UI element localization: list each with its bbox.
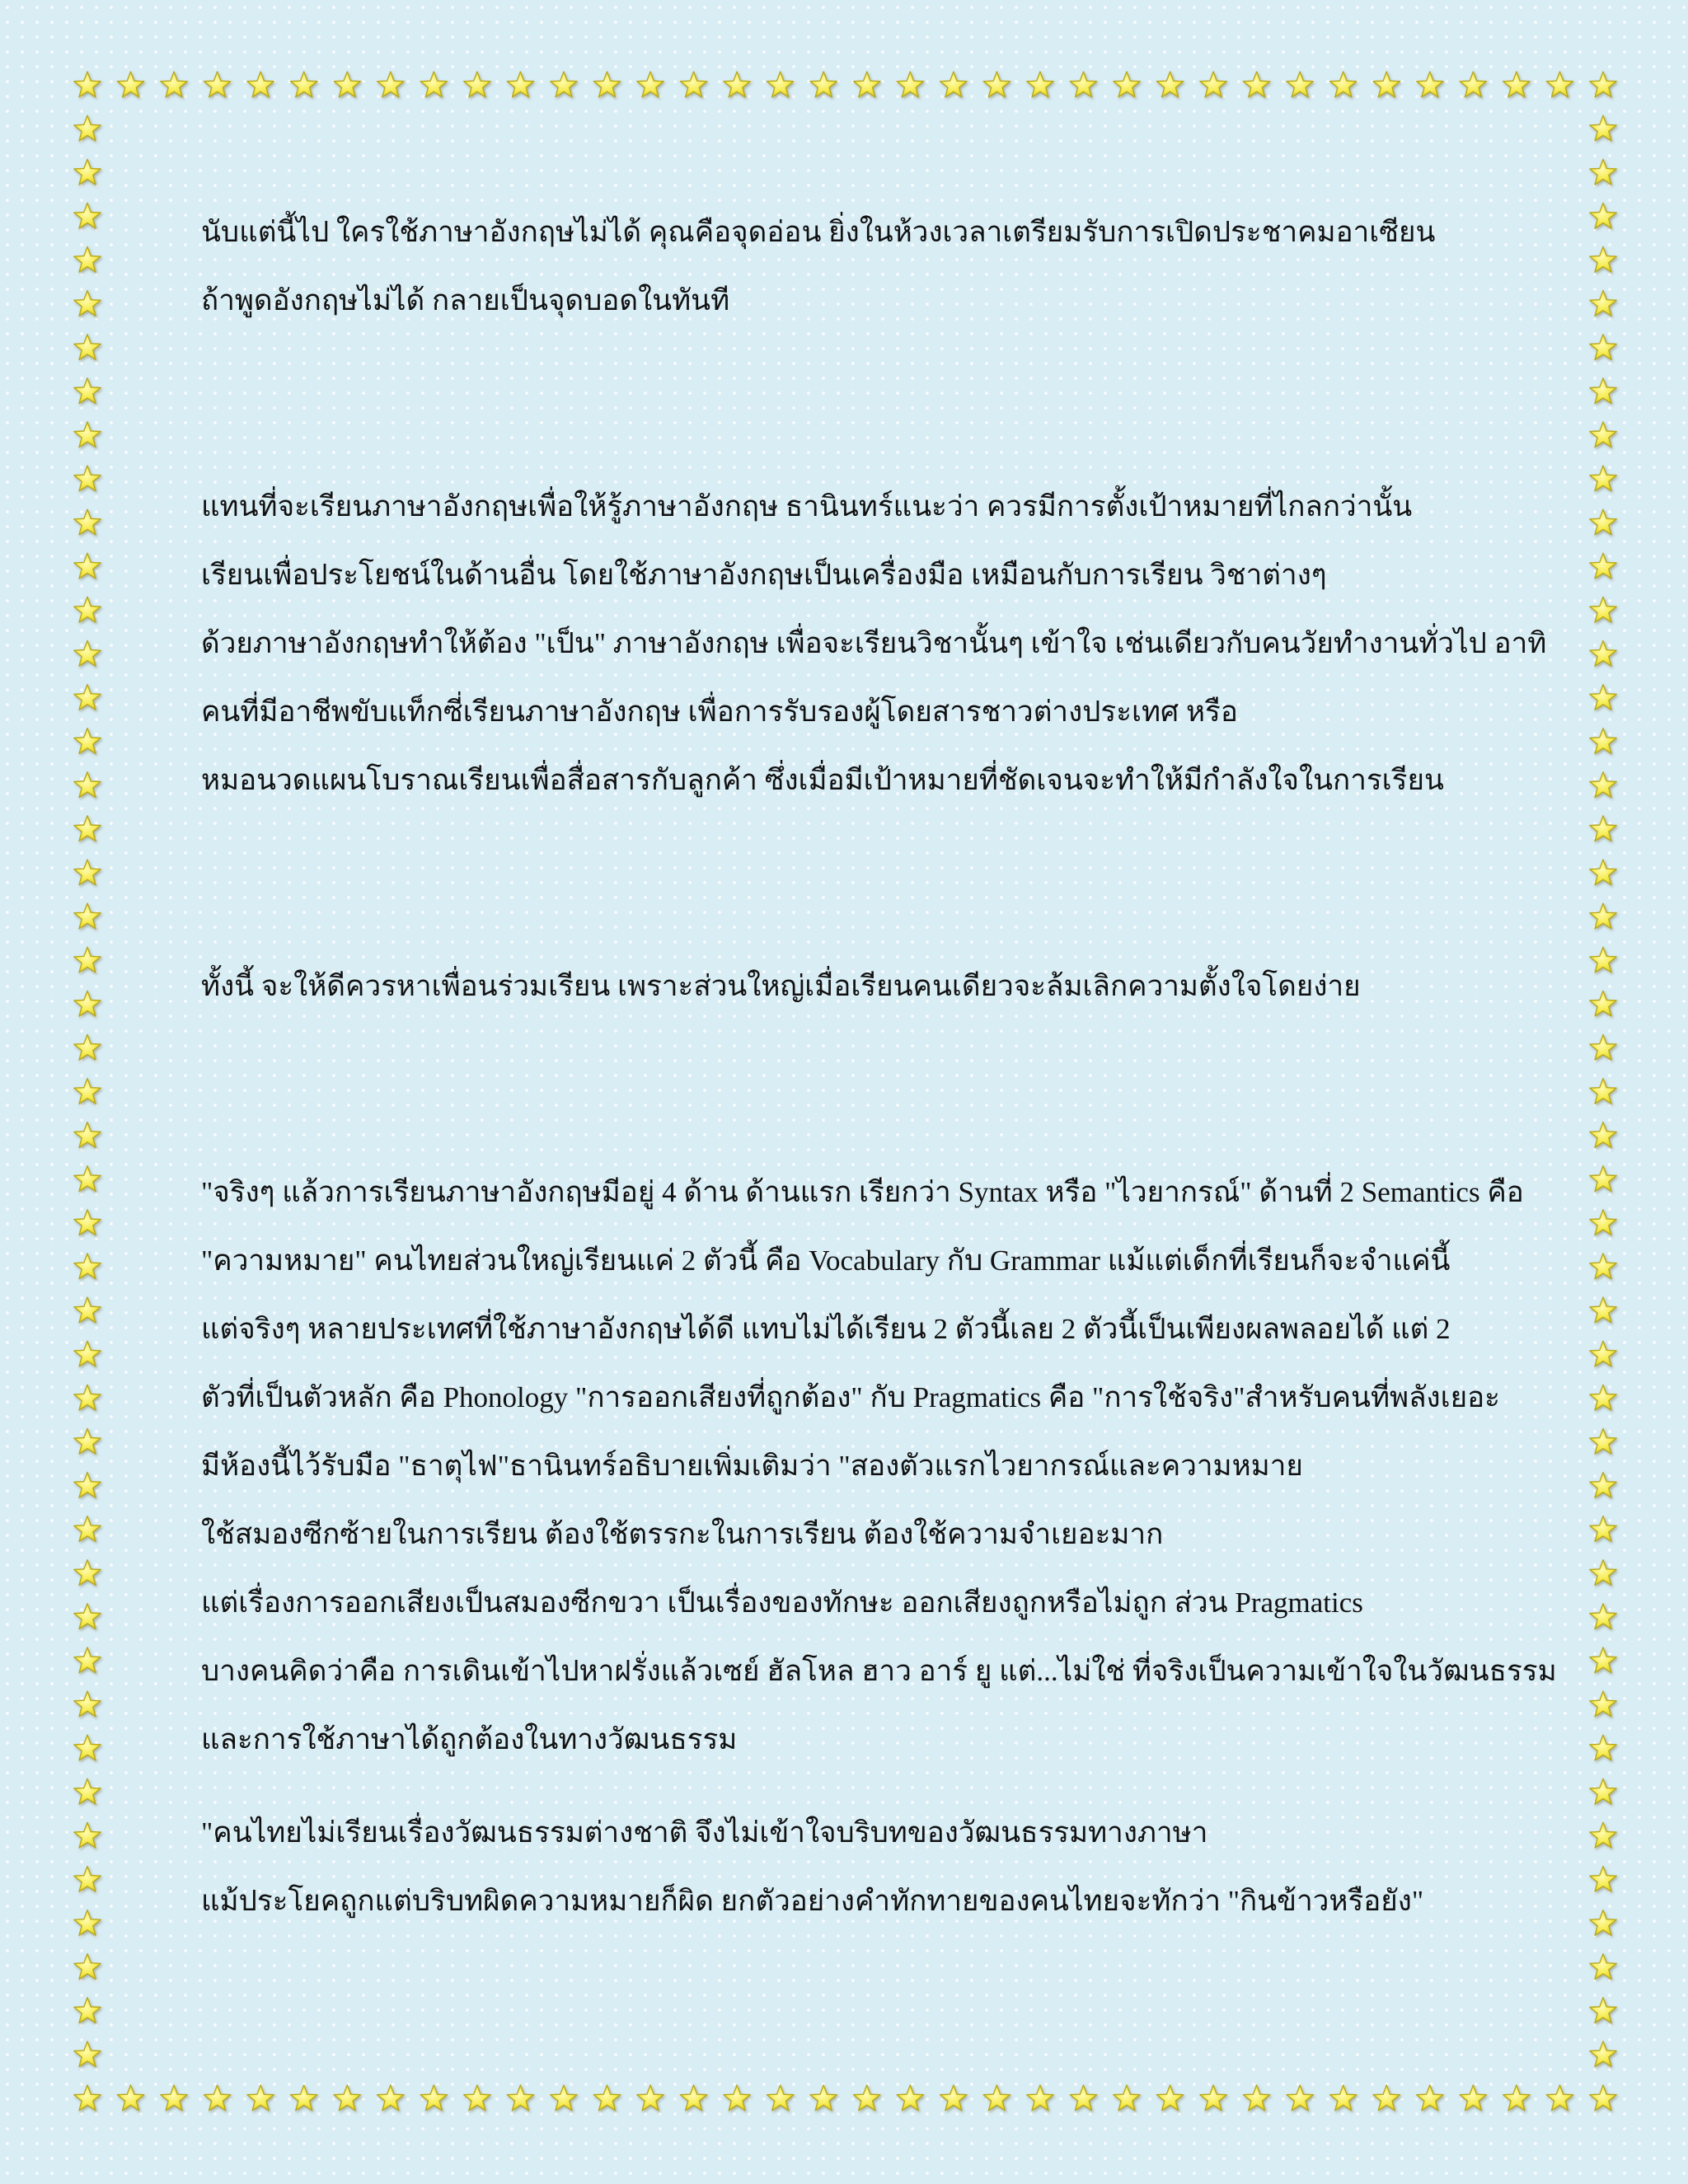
star-icon xyxy=(1590,1385,1616,1410)
star-icon xyxy=(74,1034,101,1060)
text-line: มีห้องนี้ไว้รับมือ "ธาตุไฟ"ธานินทร์อธิบายเพิ่มเติมว่า "สองตัวแรกไวยากรณ์และความหมาย xyxy=(201,1450,1303,1482)
star-icon xyxy=(334,72,360,97)
star-icon xyxy=(420,2085,447,2111)
star-icon xyxy=(74,1166,101,1192)
star-icon xyxy=(1590,72,1616,97)
star-icon xyxy=(1330,72,1357,97)
star-icon xyxy=(1590,1735,1616,1760)
star-icon xyxy=(507,72,533,97)
star-icon xyxy=(161,2085,187,2111)
star-icon xyxy=(1590,1341,1616,1366)
star-icon xyxy=(74,72,101,97)
star-icon xyxy=(507,2085,533,2111)
star-icon xyxy=(117,2085,143,2111)
star-icon xyxy=(551,72,577,97)
star-icon xyxy=(1546,72,1573,97)
star-icon xyxy=(74,947,101,972)
star-icon xyxy=(680,72,706,97)
star-icon xyxy=(1590,1910,1616,1936)
star-icon xyxy=(74,1822,101,1848)
star-icon xyxy=(1590,991,1616,1016)
paragraph-study-partner xyxy=(201,952,1520,1020)
star-icon xyxy=(74,1954,101,1980)
star-icon xyxy=(1590,1822,1616,1848)
star-icon xyxy=(74,1779,101,1804)
star-icon xyxy=(1590,597,1616,622)
star-icon xyxy=(897,72,923,97)
star-icon xyxy=(1156,2085,1183,2111)
star-icon xyxy=(1590,860,1616,885)
star-icon xyxy=(1590,1604,1616,1629)
star-icon xyxy=(1590,1297,1616,1323)
star-icon xyxy=(1330,2085,1357,2111)
star-icon xyxy=(74,1604,101,1629)
star-icon xyxy=(74,1254,101,1279)
text-line: นับแต่นี้ไป ใครใช้ภาษาอังกฤษไม่ได้ คุณคือจุดอ่อน ยิ่งในห้วงเวลาเตรียมรับการเปิดประชาคมอาเซียน xyxy=(201,216,1436,248)
text-line: ทั้งนี้ จะให้ดีควรหาเพื่อนร่วมเรียน เพราะส่วนใหญ่เมื่อเรียนคนเดียวจะล้มเลิกความตั้งใจโดยง่าย xyxy=(201,970,1361,1002)
star-icon xyxy=(74,729,101,754)
star-icon xyxy=(1590,466,1616,491)
star-icon xyxy=(1027,2085,1053,2111)
text-line: "จริงๆ แล้วการเรียนภาษาอังกฤษมีอยู่ 4 ด้าน ด้านแรก เรียกว่า Syntax หรือ "ไวยากรณ์" ด้านที่ 2 Semantics คือ xyxy=(201,1176,1524,1208)
star-icon xyxy=(1590,422,1616,448)
star-icon xyxy=(1287,72,1313,97)
paragraph-four-aspects xyxy=(201,1158,1557,1774)
star-icon xyxy=(1590,1998,1616,2023)
star-icon xyxy=(1590,1034,1616,1060)
text-line: ตัวที่เป็นตัวหลัก คือ Phonology "การออกเสียงที่ถูกต้อง" กับ Pragmatics คือ "การใช้จริง"สำหรับคนที่พลังเยอะ xyxy=(201,1381,1500,1413)
paragraph-culture xyxy=(201,1798,1520,1935)
article-body xyxy=(201,198,1557,1935)
star-icon xyxy=(1114,2085,1140,2111)
star-icon xyxy=(1417,72,1443,97)
star-icon xyxy=(247,72,274,97)
star-icon xyxy=(1590,1779,1616,1804)
text-line: "คนไทยไม่เรียนเรื่องวัฒนธรรมต่างชาติ จึงไม่เข้าใจบริบทของวัฒนธรรมทางภาษา xyxy=(201,1816,1208,1849)
star-icon xyxy=(74,1735,101,1760)
star-icon xyxy=(1460,2085,1486,2111)
star-icon xyxy=(377,72,404,97)
star-icon xyxy=(1590,246,1616,272)
star-icon xyxy=(74,115,101,141)
star-icon xyxy=(74,685,101,710)
star-icon xyxy=(1114,72,1140,97)
star-icon xyxy=(637,72,663,97)
star-icon xyxy=(1503,72,1530,97)
star-icon xyxy=(1590,1210,1616,1235)
text-line: ถ้าพูดอังกฤษไม่ได้ กลายเป็นจุดบอดในทันที xyxy=(201,284,730,316)
star-icon xyxy=(74,159,101,185)
star-icon xyxy=(74,772,101,798)
star-icon xyxy=(593,72,620,97)
spacer xyxy=(201,814,1520,952)
star-icon xyxy=(1590,903,1616,929)
star-icon xyxy=(420,72,447,97)
star-icon xyxy=(1590,291,1616,316)
star-icon xyxy=(1460,72,1486,97)
star-icon xyxy=(1590,1428,1616,1454)
star-icon xyxy=(940,2085,967,2111)
star-icon xyxy=(1244,72,1270,97)
star-icon xyxy=(464,2085,490,2111)
star-icon xyxy=(74,1428,101,1454)
text-line: บางคนคิดว่าคือ การเดินเข้าไปหาฝรั่งแล้วเซย์ ฮัลโหล ฮาว อาร์ ยู แต่...ไม่ใช่ ที่จริงเป็นความเข้าใจในวัฒนธรรม xyxy=(201,1655,1557,1687)
star-icon xyxy=(74,860,101,885)
star-icon xyxy=(74,1647,101,1673)
star-icon xyxy=(724,2085,750,2111)
star-icon xyxy=(724,72,750,97)
star-icon xyxy=(291,72,317,97)
star-icon xyxy=(74,1867,101,1892)
star-icon xyxy=(1590,1254,1616,1279)
star-icon xyxy=(1373,2085,1400,2111)
star-icon xyxy=(1590,640,1616,666)
star-icon xyxy=(74,553,101,579)
star-icon xyxy=(1546,2085,1573,2111)
spacer xyxy=(201,1774,1520,1798)
star-icon xyxy=(204,72,231,97)
star-icon xyxy=(1070,72,1096,97)
star-icon xyxy=(1590,947,1616,972)
star-icon xyxy=(637,2085,663,2111)
text-line: ใช้สมองซีกซ้ายในการเรียน ต้องใช้ตรรกะในการเรียน ต้องใช้ความจำเยอะมาก xyxy=(201,1518,1164,1550)
star-icon xyxy=(74,1560,101,1586)
text-line: และการใช้ภาษาได้ถูกต้องในทางวัฒนธรรม xyxy=(201,1723,738,1755)
star-icon xyxy=(1590,1954,1616,1980)
star-icon xyxy=(1590,2041,1616,2067)
spacer xyxy=(201,1020,1520,1158)
text-line: คนที่มีอาชีพขับแท็กซี่เรียนภาษาอังกฤษ เพื่อการรับรองผู้โดยสารชาวต่างประเทศ หรือ xyxy=(201,696,1238,728)
paragraph-intro xyxy=(201,198,1520,335)
star-icon xyxy=(74,1998,101,2023)
star-icon xyxy=(291,2085,317,2111)
star-icon xyxy=(117,72,143,97)
star-icon xyxy=(1590,1122,1616,1148)
star-icon xyxy=(74,2085,101,2111)
star-icon xyxy=(1373,72,1400,97)
star-icon xyxy=(377,2085,404,2111)
star-icon xyxy=(74,1079,101,1104)
star-icon xyxy=(854,72,880,97)
star-icon xyxy=(74,1473,101,1498)
star-icon xyxy=(1590,1079,1616,1104)
star-icon xyxy=(1417,2085,1443,2111)
star-icon xyxy=(74,1341,101,1366)
star-icon xyxy=(74,378,101,404)
star-icon xyxy=(1200,72,1226,97)
star-icon xyxy=(74,597,101,622)
star-icon xyxy=(1070,2085,1096,2111)
star-icon xyxy=(74,246,101,272)
star-icon xyxy=(897,2085,923,2111)
star-icon xyxy=(767,2085,794,2111)
star-icon xyxy=(1027,72,1053,97)
star-icon xyxy=(854,2085,880,2111)
star-icon xyxy=(161,72,187,97)
star-icon xyxy=(1590,553,1616,579)
star-icon xyxy=(74,466,101,491)
star-icon xyxy=(1200,2085,1226,2111)
star-icon xyxy=(1590,1560,1616,1586)
star-icon xyxy=(680,2085,706,2111)
star-icon xyxy=(74,509,101,535)
star-icon xyxy=(74,2041,101,2067)
star-icon xyxy=(74,422,101,448)
star-icon xyxy=(1590,203,1616,228)
star-icon xyxy=(74,1122,101,1148)
star-icon xyxy=(74,1516,101,1542)
star-icon xyxy=(1590,159,1616,185)
star-icon xyxy=(767,72,794,97)
star-icon xyxy=(1590,816,1616,841)
star-icon xyxy=(74,1385,101,1410)
star-icon xyxy=(1590,2085,1616,2111)
star-icon xyxy=(1590,1473,1616,1498)
star-icon xyxy=(1590,115,1616,141)
paragraph-purpose xyxy=(201,472,1547,814)
star-icon xyxy=(551,2085,577,2111)
spacer xyxy=(201,335,1520,472)
star-icon xyxy=(1590,1691,1616,1717)
star-icon xyxy=(204,2085,231,2111)
star-icon xyxy=(983,2085,1010,2111)
text-line: แม้ประโยคถูกแต่บริบทผิดความหมายก็ผิด ยกตัวอย่างคำทักทายของคนไทยจะทักว่า "กินข้าวหรือยัง" xyxy=(201,1885,1424,1917)
star-icon xyxy=(1590,1166,1616,1192)
star-icon xyxy=(74,903,101,929)
star-icon xyxy=(1590,1647,1616,1673)
star-icon xyxy=(1287,2085,1313,2111)
star-icon xyxy=(464,72,490,97)
star-icon xyxy=(1590,685,1616,710)
star-icon xyxy=(983,72,1010,97)
star-icon xyxy=(1590,1516,1616,1542)
star-icon xyxy=(334,2085,360,2111)
star-icon xyxy=(1590,772,1616,798)
text-line: หมอนวดแผนโบราณเรียนเพื่อสื่อสารกับลูกค้า ซึ่งเมื่อมีเป้าหมายที่ชัดเจนจะทำให้มีกำลังใจในการเรียน xyxy=(201,764,1444,796)
text-line: "ความหมาย" คนไทยส่วนใหญ่เรียนแค่ 2 ตัวนี้ คือ Vocabulary กับ Grammar แม้แต่เด็กที่เรียนก็จะจำแค่นี้ xyxy=(201,1244,1451,1277)
text-line: ด้วยภาษาอังกฤษทำให้ต้อง "เป็น" ภาษาอังกฤษ เพื่อจะเรียนวิชานั้นๆ เข้าใจ เช่นเดียวกับคนวัยทำงานทั่วไป อาทิ xyxy=(201,627,1547,659)
star-icon xyxy=(74,816,101,841)
text-line: แทนที่จะเรียนภาษาอังกฤษเพื่อให้รู้ภาษาอังกฤษ ธานินทร์แนะว่า ควรมีการตั้งเป้าหมายที่ไกลกว่านั้น xyxy=(201,490,1413,523)
star-icon xyxy=(74,291,101,316)
text-line: แต่เรื่องการออกเสียงเป็นสมองซีกขวา เป็นเรื่องของทักษะ ออกเสียงถูกหรือไม่ถูก ส่วน Pragmatics xyxy=(201,1586,1363,1619)
star-icon xyxy=(1590,509,1616,535)
text-line: เรียนเพื่อประโยชน์ในด้านอื่น โดยใช้ภาษาอังกฤษเป็นเครื่องมือ เหมือนกับการเรียน วิชาต่างๆ xyxy=(201,559,1327,591)
star-icon xyxy=(74,640,101,666)
star-icon xyxy=(247,2085,274,2111)
star-icon xyxy=(74,203,101,228)
star-icon xyxy=(74,1910,101,1936)
star-icon xyxy=(74,1210,101,1235)
star-icon xyxy=(74,335,101,360)
star-icon xyxy=(593,2085,620,2111)
star-icon xyxy=(1590,335,1616,360)
text-line: แต่จริงๆ หลายประเทศที่ใช้ภาษาอังกฤษได้ดี แทบไม่ได้เรียน 2 ตัวนี้เลย 2 ตัวนี้เป็นเพียงผลพลอยได้ แต่ 2 xyxy=(201,1313,1451,1345)
star-icon xyxy=(940,72,967,97)
star-icon xyxy=(74,1691,101,1717)
star-icon xyxy=(1156,72,1183,97)
star-icon xyxy=(810,72,837,97)
star-icon xyxy=(74,1297,101,1323)
star-icon xyxy=(1244,2085,1270,2111)
star-icon xyxy=(1590,1867,1616,1892)
star-icon xyxy=(810,2085,837,2111)
star-icon xyxy=(1590,729,1616,754)
star-icon xyxy=(1503,2085,1530,2111)
star-icon xyxy=(1590,378,1616,404)
star-icon xyxy=(74,991,101,1016)
